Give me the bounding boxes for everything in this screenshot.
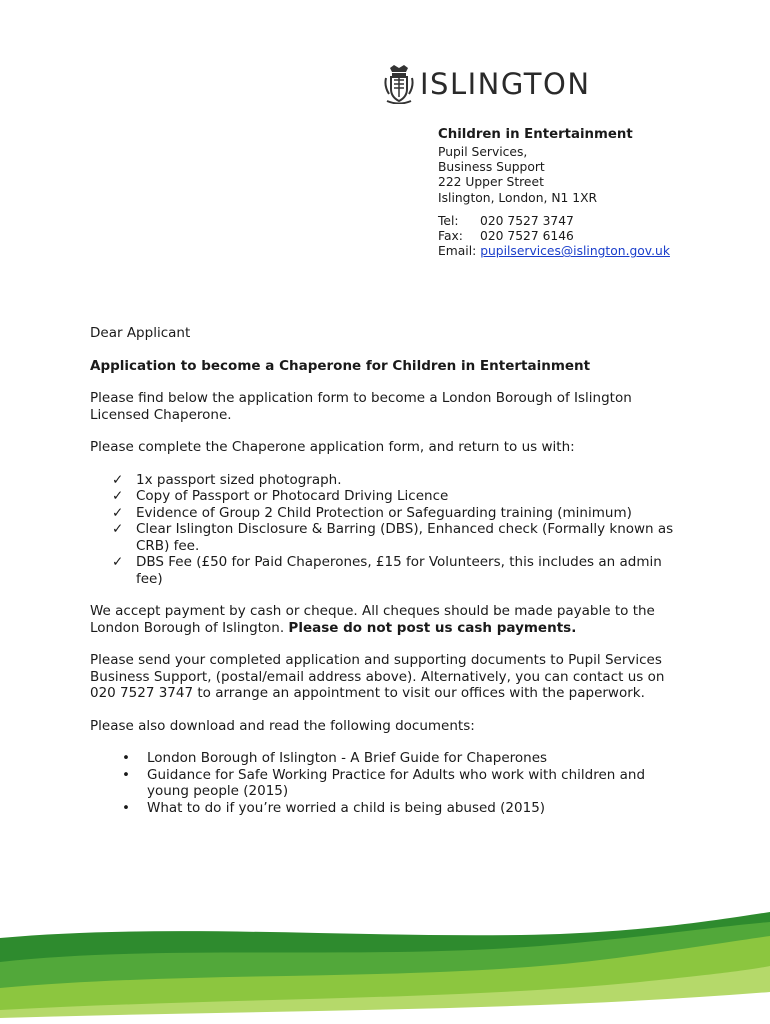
bullet-icon: • — [122, 750, 130, 766]
tel-row — [438, 214, 670, 229]
email-row — [438, 244, 670, 259]
list-item — [90, 505, 690, 522]
check-icon: ✓ — [112, 504, 124, 521]
crest-icon — [384, 64, 414, 104]
tel-number: 020 7527 3747 — [480, 213, 574, 228]
list-item-text: London Borough of Islington - A Brief Guide for Chaperones — [147, 750, 548, 766]
address-line: 222 Upper Street — [438, 175, 544, 190]
fax-row — [438, 229, 670, 244]
list-item — [90, 521, 690, 554]
requirements-list — [90, 472, 690, 588]
address-line: Business Support — [438, 160, 545, 175]
sender-address-block — [438, 127, 670, 259]
address-line: Islington, London, N1 1XR — [438, 190, 598, 205]
complete-paragraph: Please complete the Chaperone application form, and return to us with: — [90, 439, 575, 455]
green-swoosh-footer — [0, 900, 770, 1024]
brand-wordmark: ISLINGTON — [420, 67, 591, 101]
payment-paragraph — [90, 603, 690, 636]
check-icon: ✓ — [112, 521, 124, 537]
payment-text: We accept payment by cash or cheque. All cheques should be made payable to the London Borough of Islington. — [90, 603, 655, 636]
contact-details — [438, 214, 670, 260]
list-item — [90, 750, 690, 767]
islington-logo — [384, 64, 591, 104]
list-item-text: What to do if you’re worried a child is being abused (2015) — [147, 799, 546, 816]
list-item-text: Guidance for Safe Working Practice for Adults who work with children and young people (2015) — [147, 766, 646, 799]
department-name: Children in Entertainment — [438, 127, 633, 142]
fax-label: Fax: — [438, 229, 463, 244]
email-label: Email: — [438, 244, 477, 259]
list-item-text: DBS Fee (£50 for Paid Chaperones, £15 for Volunteers, this includes an admin fee) — [136, 554, 662, 587]
check-icon: ✓ — [112, 554, 124, 570]
email-link[interactable]: pupilservices@islington.gov.uk — [480, 244, 670, 259]
intro-paragraph: Please find below the application form to become a London Borough of Islington Licensed Chaperone. — [90, 390, 632, 423]
salutation: Dear Applicant — [90, 325, 191, 341]
list-item — [90, 488, 690, 505]
documents-list — [90, 750, 690, 816]
address-line: Pupil Services, — [438, 145, 528, 159]
payment-warning: Please do not post us cash payments. — [288, 619, 577, 636]
list-item — [90, 554, 690, 587]
download-paragraph: Please also download and read the following documents: — [90, 717, 475, 734]
tel-label: Tel: — [438, 213, 459, 228]
letter-heading: Application to become a Chaperone for Children in Entertainment — [90, 357, 591, 374]
list-item — [90, 767, 690, 800]
list-item-text: 1x passport sized photograph. — [136, 471, 342, 488]
list-item — [90, 800, 690, 817]
bullet-icon: • — [122, 799, 130, 816]
list-item-text: Evidence of Group 2 Child Protection or Safeguarding training (minimum) — [136, 504, 632, 521]
bullet-icon: • — [122, 766, 130, 783]
list-item-text: Clear Islington Disclosure & Barring (DBS), Enhanced check (Formally known as CRB) fee. — [136, 521, 674, 554]
check-icon: ✓ — [112, 471, 124, 488]
list-item-text: Copy of Passport or Photocard Driving Licence — [136, 488, 449, 504]
check-icon: ✓ — [112, 488, 124, 504]
list-item — [90, 472, 690, 489]
send-paragraph: Please send your completed application and supporting documents to Pupil Services Business Support, (postal/email address above). Alternatively, you can contact us on 020 7527 3747 to arrange an appointment to visit our offices with the paperwork. — [90, 652, 665, 701]
fax-number: 020 7527 6146 — [480, 229, 574, 244]
letter-body — [90, 325, 690, 832]
